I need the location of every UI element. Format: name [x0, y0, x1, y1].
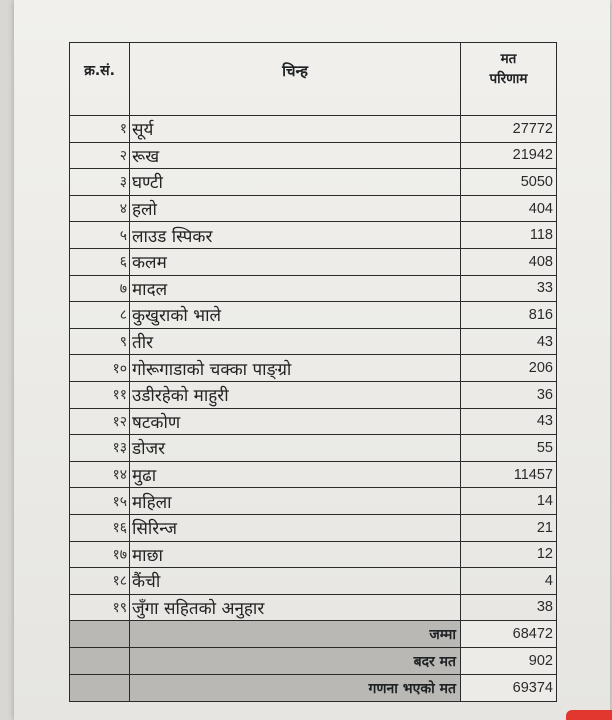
counted-votes-value: 69374: [461, 675, 557, 702]
table-row: [70, 355, 557, 382]
serial-cell: १६: [70, 514, 130, 541]
vote-results-table: [69, 42, 557, 702]
table-row: [70, 195, 557, 222]
symbol-cell: कलम: [130, 248, 461, 275]
header-votes-line2: परिणाम: [489, 71, 528, 87]
table-row: [70, 248, 557, 275]
symbol-cell: घण्टी: [130, 169, 461, 196]
votes-cell: 14: [461, 488, 557, 515]
invalid-votes-value: 902: [461, 648, 557, 675]
votes-cell: 55: [461, 435, 557, 462]
serial-cell: १४: [70, 461, 130, 488]
counted-votes-row: [70, 675, 557, 702]
total-label: जम्मा: [130, 621, 461, 648]
symbol-cell: कैंची: [130, 568, 461, 595]
table-row: [70, 541, 557, 568]
table-header-row: [70, 43, 557, 116]
votes-cell: 21942: [461, 142, 557, 169]
header-votes-line1: मत: [500, 51, 517, 67]
serial-cell: २: [70, 142, 130, 169]
votes-cell: 11457: [461, 461, 557, 488]
votes-cell: 33: [461, 275, 557, 302]
table-row: [70, 514, 557, 541]
symbol-cell: माछा: [130, 541, 461, 568]
votes-cell: 118: [461, 222, 557, 249]
symbol-cell: जुँगा सहितको अनुहार: [130, 594, 461, 621]
votes-cell: 43: [461, 408, 557, 435]
serial-cell: १२: [70, 408, 130, 435]
serial-cell: १: [70, 116, 130, 143]
votes-cell: 12: [461, 541, 557, 568]
table-row: [70, 408, 557, 435]
total-row-blank: [70, 621, 130, 648]
symbol-cell: सिरिन्ज: [130, 514, 461, 541]
table-row: [70, 275, 557, 302]
votes-cell: 408: [461, 248, 557, 275]
table-row: [70, 488, 557, 515]
symbol-cell: उडीरहेको माहुरी: [130, 381, 461, 408]
symbol-cell: तीर: [130, 328, 461, 355]
table-row: [70, 568, 557, 595]
serial-cell: १७: [70, 541, 130, 568]
votes-cell: 27772: [461, 116, 557, 143]
table-row: [70, 594, 557, 621]
serial-cell: ७: [70, 275, 130, 302]
votes-cell: 206: [461, 355, 557, 382]
header-serial: क्र.सं.: [70, 43, 130, 116]
symbol-cell: मुढा: [130, 461, 461, 488]
table-row: [70, 142, 557, 169]
serial-cell: ११: [70, 381, 130, 408]
table-row: [70, 461, 557, 488]
serial-cell: ४: [70, 195, 130, 222]
serial-cell: १०: [70, 355, 130, 382]
serial-cell: १९: [70, 594, 130, 621]
table-row: [70, 222, 557, 249]
total-row: [70, 621, 557, 648]
header-votes: [461, 43, 557, 116]
table-row: [70, 381, 557, 408]
table-row: [70, 328, 557, 355]
symbol-cell: कुखुराको भाले: [130, 302, 461, 329]
table-row: [70, 116, 557, 143]
serial-cell: ८: [70, 302, 130, 329]
header-symbol: चिन्ह: [130, 43, 461, 116]
symbol-cell: डोजर: [130, 435, 461, 462]
invalid-votes-label: बदर मत: [130, 648, 461, 675]
symbol-cell: रूख: [130, 142, 461, 169]
invalid-votes-row: [70, 648, 557, 675]
votes-cell: 21: [461, 514, 557, 541]
symbol-cell: गोरूगाडाको चक्का पाङ्ग्रो: [130, 355, 461, 382]
serial-cell: ९: [70, 328, 130, 355]
counted-votes-blank: [70, 675, 130, 702]
symbol-cell: मादल: [130, 275, 461, 302]
serial-cell: १३: [70, 435, 130, 462]
serial-cell: ३: [70, 169, 130, 196]
corner-badge: [566, 710, 612, 720]
votes-cell: 404: [461, 195, 557, 222]
serial-cell: १५: [70, 488, 130, 515]
total-value: 68472: [461, 621, 557, 648]
votes-cell: 38: [461, 594, 557, 621]
votes-cell: 4: [461, 568, 557, 595]
symbol-cell: हलो: [130, 195, 461, 222]
document-sheet: [14, 0, 610, 720]
table-row: [70, 435, 557, 462]
table-row: [70, 169, 557, 196]
votes-cell: 5050: [461, 169, 557, 196]
serial-cell: १८: [70, 568, 130, 595]
table-row: [70, 302, 557, 329]
serial-cell: ६: [70, 248, 130, 275]
invalid-votes-blank: [70, 648, 130, 675]
symbol-cell: षटकोण: [130, 408, 461, 435]
votes-cell: 36: [461, 381, 557, 408]
votes-cell: 43: [461, 328, 557, 355]
serial-cell: ५: [70, 222, 130, 249]
symbol-cell: लाउड स्पिकर: [130, 222, 461, 249]
symbol-cell: सूर्य: [130, 116, 461, 143]
votes-cell: 816: [461, 302, 557, 329]
symbol-cell: महिला: [130, 488, 461, 515]
counted-votes-label: गणना भएको मत: [130, 675, 461, 702]
